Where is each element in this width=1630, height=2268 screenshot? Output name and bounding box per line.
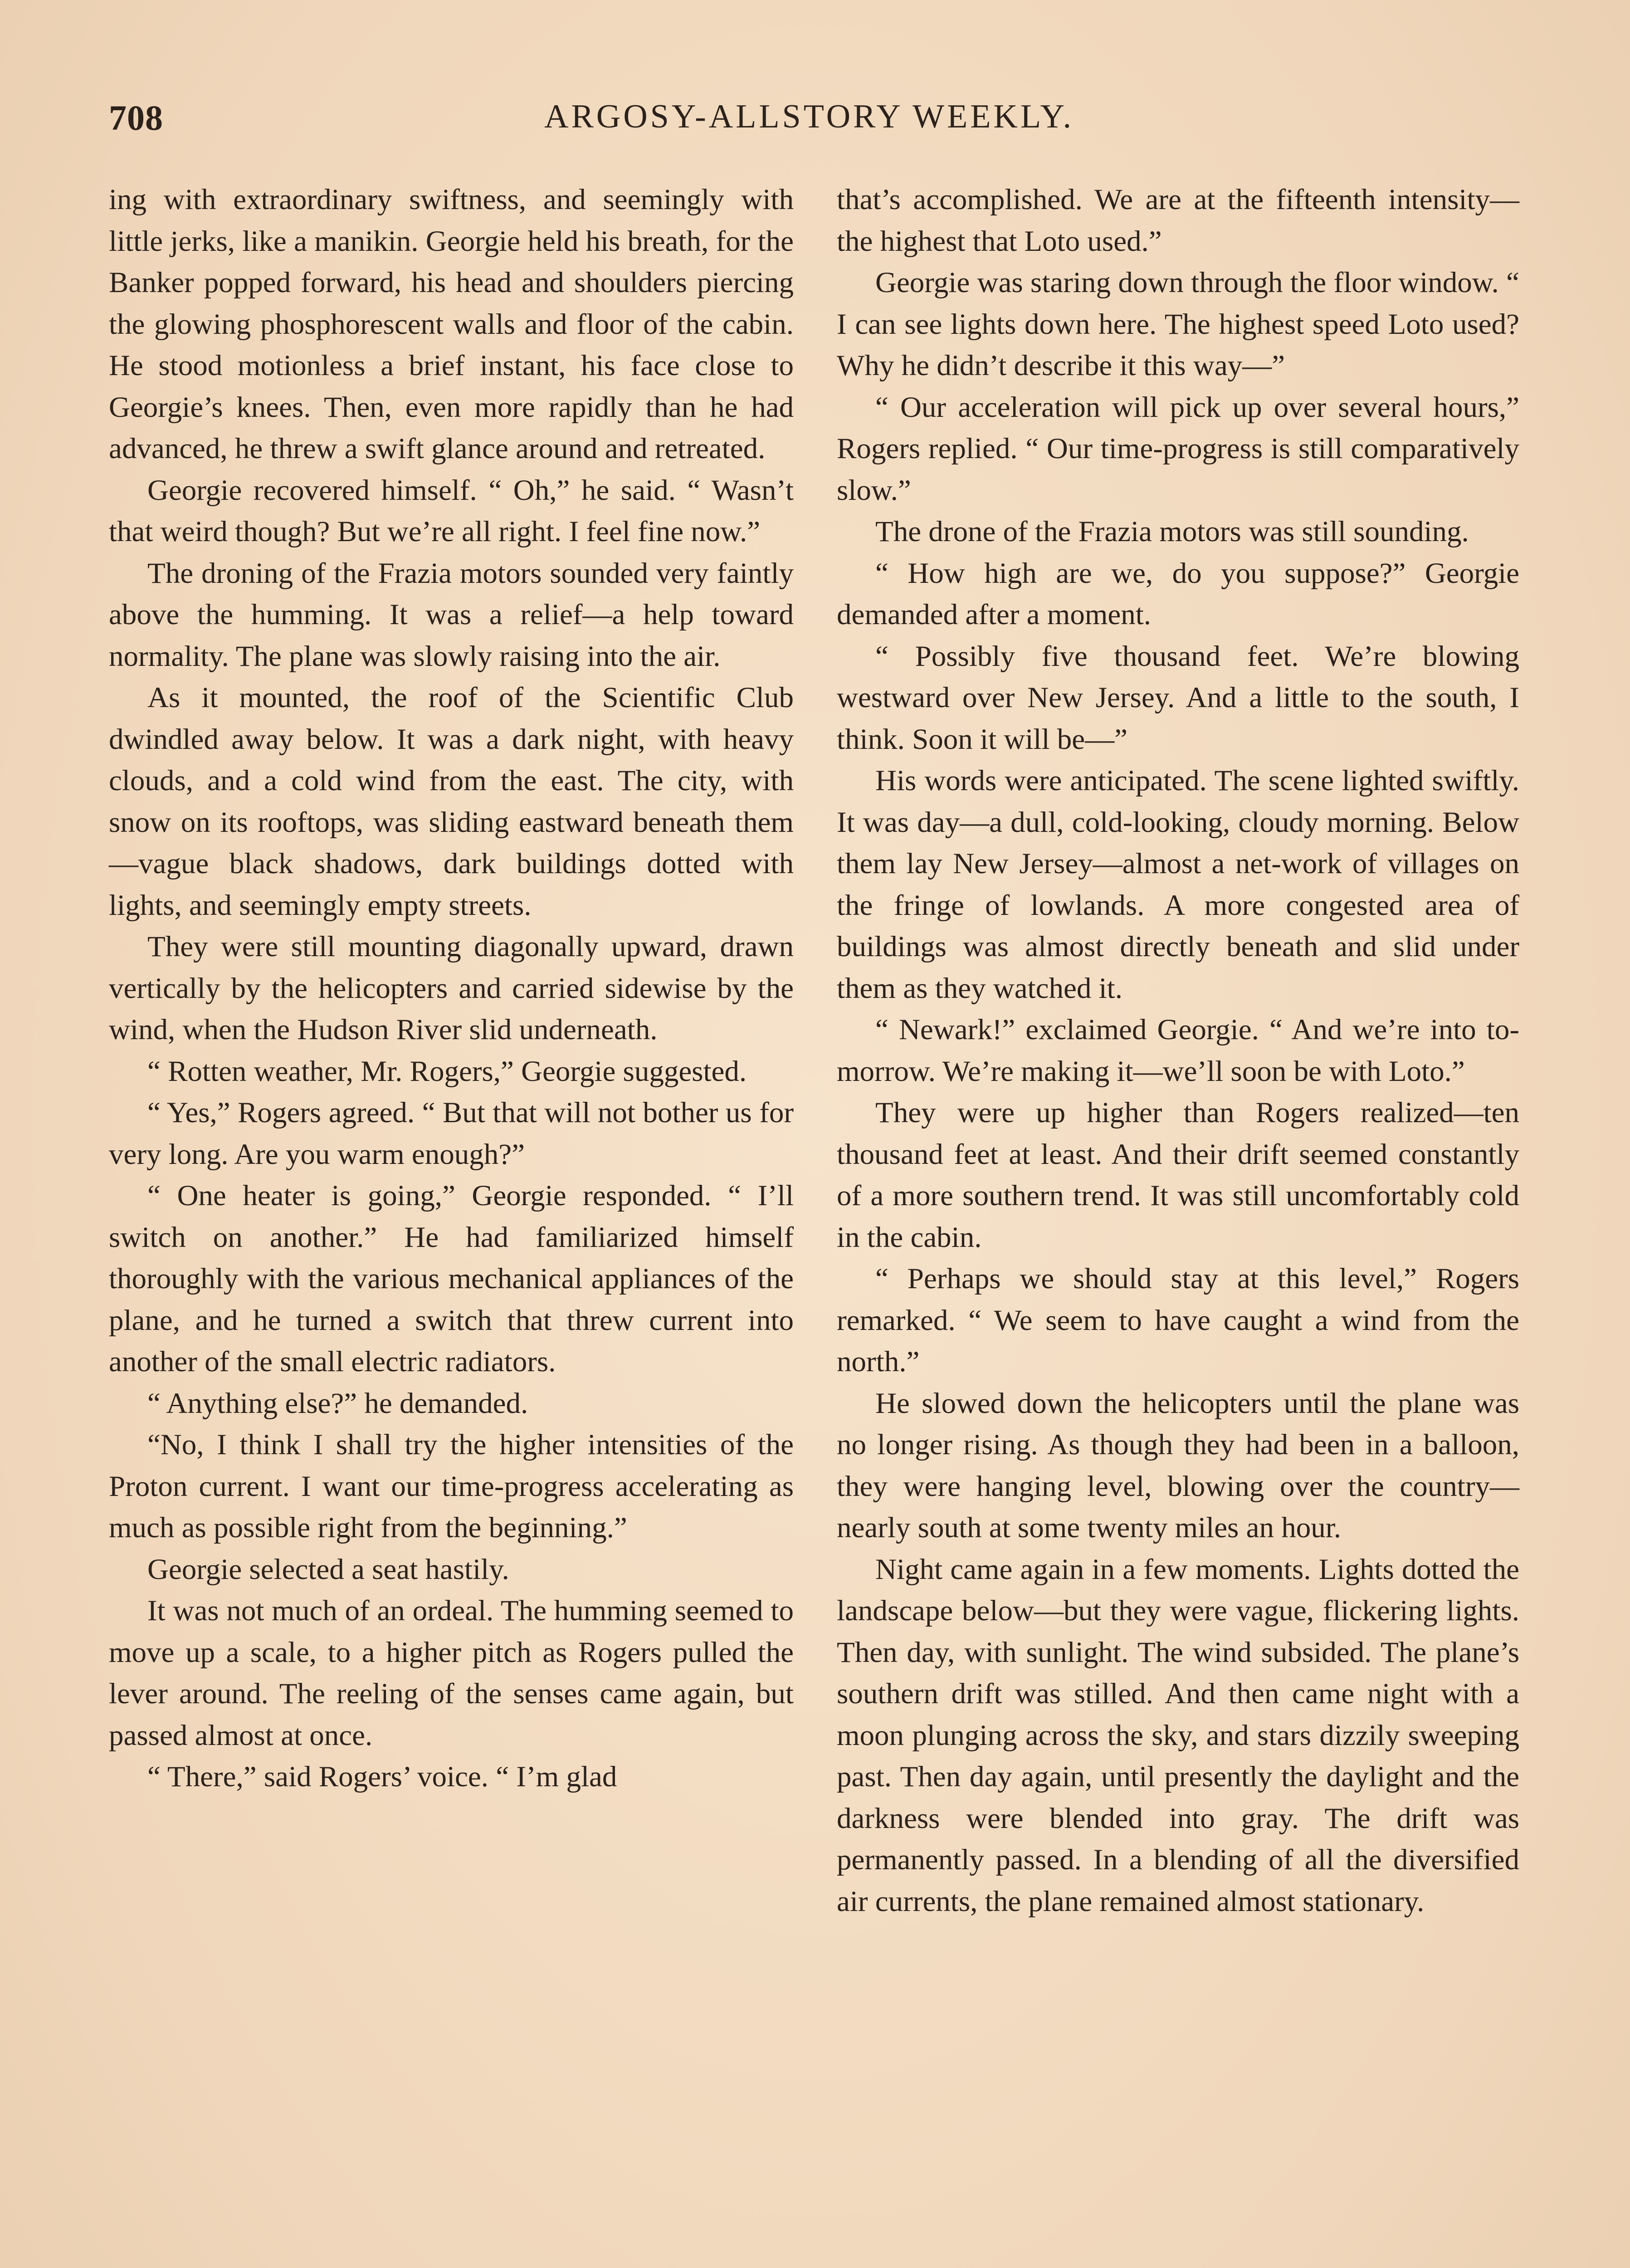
running-title: ARGOSY-ALLSTORY WEEKLY.	[544, 98, 1074, 135]
paragraph: They were still mounting diagonally upward, drawn vertically by the helicopters and carried sidewise by the wind, when the Hudson River slid underneath.	[109, 930, 794, 1046]
paragraph: “ Our acceleration will pick up over several hours,” Rogers replied. “ Our time-progress is still comparatively slow.”	[837, 391, 1519, 507]
right-column	[837, 179, 1519, 2268]
paragraph: The drone of the Frazia motors was still sounding.	[875, 515, 1469, 548]
paragraph: He slowed down the helicopters until the plane was no longer rising. As though they had been in a balloon, they were hanging level, blowing over the country—nearly south at some twenty miles an hour.	[837, 1387, 1519, 1544]
paragraph: “ Perhaps we should stay at this level,” Rogers remarked. “ We seem to have caught a wind from the north.”	[837, 1262, 1519, 1378]
paragraph: “ Yes,” Rogers agreed. “ But that will not bother us for very long. Are you warm enough?”	[109, 1096, 794, 1171]
page-number: 708	[109, 98, 163, 137]
paragraph: “ Rotten weather, Mr. Rogers,” Georgie suggested.	[147, 1055, 747, 1088]
paragraph: Georgie selected a seat hastily.	[147, 1553, 509, 1586]
paragraph: It was not much of an ordeal. The humming seemed to move up a scale, to a higher pitch as Rogers pulled the lever around. The reeling of the senses came again, but passed almost at once.	[109, 1594, 794, 1752]
paragraph: “ How high are we, do you suppose?” Georgie demanded after a moment.	[837, 557, 1519, 631]
paragraph: Night came again in a few moments. Lights dotted the landscape below—but they were vague, flickering lights. Then day, with sunlight. The wind subsided. The plane’s southern drift was stilled. And then came night with a moon plunging across the sky, and stars dizzily sweeping past. Then day again, until presently the daylight and the darkness were blended into gray. The drift was permanently passed. In a blending of all the diversified air currents, the plane remained almost stationary.	[837, 1553, 1519, 1918]
paragraph: “ Newark!” exclaimed Georgie. “ And we’re into to-morrow. We’re making it—we’ll soon be with Loto.”	[837, 1013, 1519, 1088]
paragraph: They were up higher than Rogers realized—ten thousand feet at least. And their drift seemed constantly of a more southern trend. It was still uncomfortably cold in the cabin.	[837, 1096, 1519, 1254]
paragraph: that’s accomplished. We are at the fifteenth intensity—the highest that Loto used.”	[837, 183, 1519, 258]
paragraph: “ There,” said Rogers’ voice. “ I’m glad	[147, 1760, 617, 1793]
paragraph: The droning of the Frazia motors sounded very faintly above the humming. It was a relief—a help toward normality. The plane was slowly raising into the air.	[109, 557, 794, 673]
paragraph: His words were anticipated. The scene lighted swiftly. It was day—a dull, cold-looking, cloudy morning. Below them lay New Jersey—almost a net-work of villages on the fringe of lowlands. A more congested area of buildings was almost directly beneath and slid under them as they watched it.	[837, 764, 1519, 1005]
paragraph: As it mounted, the roof of the Scientific Club dwindled away below. It was a dark night, with heavy clouds, and a cold wind from the east. The city, with snow on its rooftops, was sliding eastward beneath them—vague black shadows, dark buildings dotted with lights, and seemingly empty streets.	[109, 681, 794, 922]
paragraph: “No, I think I shall try the higher intensities of the Proton current. I want our time-progress accelerating as much as possible right from the beginning.”	[109, 1428, 794, 1544]
page-header	[109, 98, 1138, 147]
paragraph: Georgie was staring down through the floor window. “ I can see lights down here. The highest speed Loto used? Why he didn’t describe it this way—”	[837, 266, 1519, 382]
paragraph: ing with extraordinary swiftness, and seemingly with little jerks, like a manikin. Georgie held his breath, for the Banker popped forward, his head and shoulders piercing the glowing phosphorescent walls and floor of the cabin. He stood motionless a brief instant, his face close to Georgie’s knees. Then, even more rapidly than he had advanced, he threw a swift glance around and retreated.	[109, 183, 794, 465]
paragraph: “ Possibly five thousand feet. We’re blowing westward over New Jersey. And a little to the south, I think. Soon it will be—”	[837, 640, 1519, 756]
paragraph: Georgie recovered himself. “ Oh,” he said. “ Wasn’t that weird though? But we’re all right. I feel fine now.”	[109, 474, 794, 548]
left-column	[109, 179, 794, 2268]
paragraph: “ One heater is going,” Georgie responded. “ I’ll switch on another.” He had familiarized himself thoroughly with the various mechanical appliances of the plane, and he turned a switch that threw current into another of the small electric radiators.	[109, 1179, 794, 1378]
paragraph: “ Anything else?” he demanded.	[147, 1387, 528, 1420]
